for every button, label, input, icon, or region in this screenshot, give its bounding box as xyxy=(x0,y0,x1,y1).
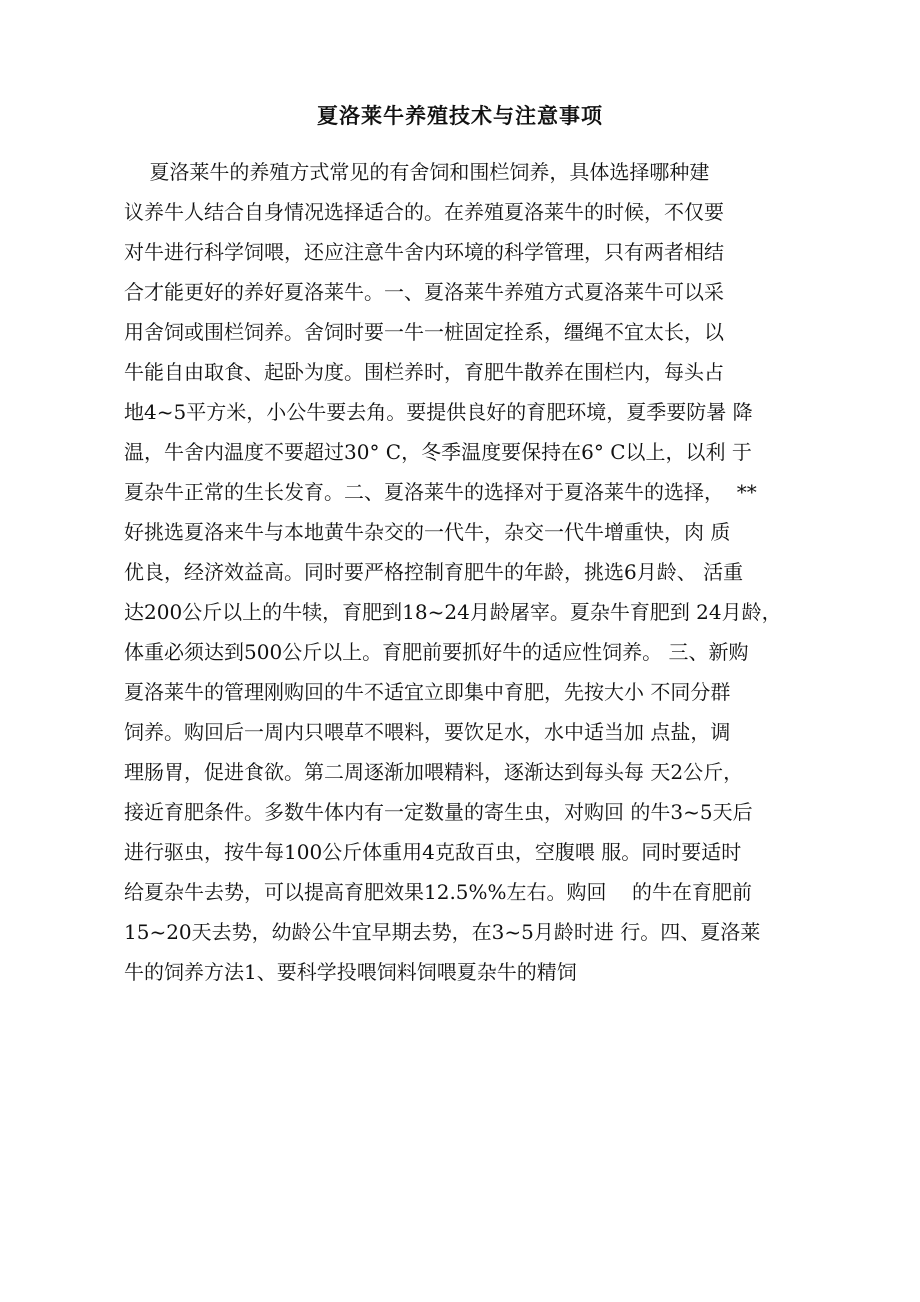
text-line: 地4~5平方米，小公牛要去角。要提供良好的育肥环境，夏季要防暑 降 xyxy=(124,400,753,424)
document-title: 夏洛莱牛养殖技术与注意事项 xyxy=(317,103,603,128)
text-line: 合才能更好的养好夏洛莱牛。一、夏洛莱牛养殖方式夏洛莱牛可以采 xyxy=(124,280,724,304)
text-line: 牛的饲养方法1、要科学投喂饲料饲喂夏杂牛的精饲 xyxy=(124,960,577,984)
text-line: 理肠胃，促进食欲。第二周逐渐加喂精料，逐渐达到每头每 天2公斤， xyxy=(124,760,744,784)
text-line: 15~20天去势，幼龄公牛宜早期去势，在3~5月龄时进 行。四、夏洛莱 xyxy=(124,920,761,944)
text-line: 优良，经济效益高。同时要严格控制育肥牛的年龄，挑选6月龄、 活重 xyxy=(124,560,744,584)
text-line: 夏洛莱牛的管理刚购回的牛不适宜立即集中育肥，先按大小 不同分群 xyxy=(124,680,731,704)
text-line: 夏杂牛正常的生长发育。二、夏洛莱牛的选择对于夏洛莱牛的选择， ** xyxy=(124,480,757,504)
text-line: 用舍饲或围栏饲养。舍饲时要一牛一桩固定拴系，缰绳不宜太长，以 xyxy=(124,320,724,344)
text-line: 接近育肥条件。多数牛体内有一定数量的寄生虫，对购回 的牛3~5天后 xyxy=(124,800,753,824)
text-line: 牛能自由取食、起卧为度。围栏养时，育肥牛散养在围栏内，每头占 xyxy=(124,360,724,384)
text-line: 进行驱虫，按牛每100公斤体重用4克敌百虫，空腹喂 服。同时要适时 xyxy=(124,840,742,864)
text-line: 饲养。购回后一周内只喂草不喂料，要饮足水，水中适当加 点盐，调 xyxy=(124,720,731,744)
text-line: 好挑选夏洛来牛与本地黄牛杂交的一代牛，杂交一代牛增重快，肉 质 xyxy=(124,520,731,544)
text-line: 温，牛舍内温度不要超过30° C，冬季温度要保持在6° C以上，以利 于 xyxy=(124,440,752,464)
text-line: 议养牛人结合自身情况选择适合的。在养殖夏洛莱牛的时候，不仅要 xyxy=(124,200,724,224)
document-body xyxy=(124,152,796,992)
text-line: 对牛进行科学饲喂，还应注意牛舍内环境的科学管理，只有两者相结 xyxy=(124,240,724,264)
text-line: 夏洛莱牛的养殖方式常见的有舍饲和围栏饲养，具体选择哪种建 xyxy=(124,160,710,184)
text-line: 达200公斤以上的牛犊，育肥到18~24月龄屠宰。夏杂牛育肥到 24月龄， xyxy=(124,600,782,624)
text-line: 体重必须达到500公斤以上。育肥前要抓好牛的适应性饲养。 三、新购 xyxy=(124,640,749,664)
text-line: 给夏杂牛去势，可以提高育肥效果12.5%%左右。购回 的牛在育肥前 xyxy=(124,880,752,904)
